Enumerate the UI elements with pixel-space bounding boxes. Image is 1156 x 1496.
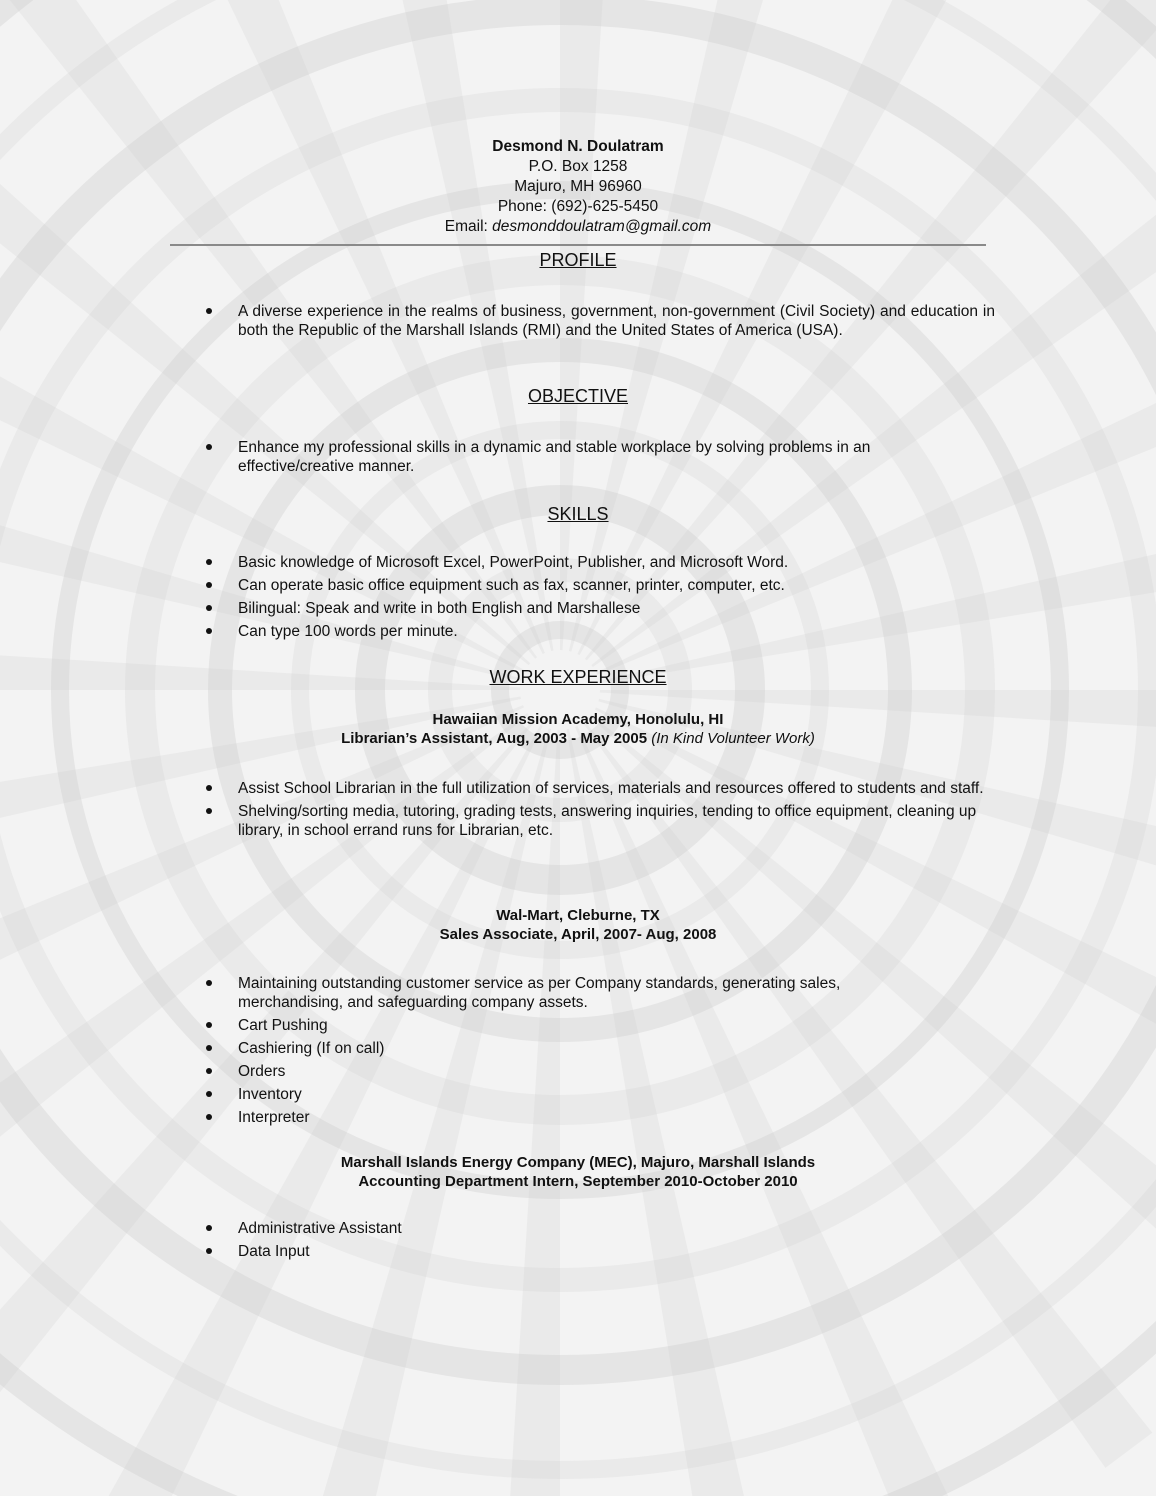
list-item: Interpreter: [205, 1108, 915, 1127]
skills-heading: SKILLS: [547, 504, 609, 524]
email-address[interactable]: desmonddoulatram@gmail.com: [492, 218, 712, 235]
address-line-1: P.O. Box 1258: [528, 158, 628, 175]
objective-list: [205, 438, 945, 476]
email-line: [0, 217, 1156, 237]
role: Librarian’s Assistant, Aug, 2003 - May 2005: [341, 730, 648, 747]
list-item: Can operate basic office equipment such as fax, scanner, printer, computer, etc.: [205, 576, 995, 595]
list-item: Orders: [205, 1062, 915, 1081]
job-1-duties: [205, 779, 990, 844]
email-label: Email:: [444, 218, 488, 235]
list-item: Cart Pushing: [205, 1016, 915, 1035]
applicant-name: Desmond N. Doulatram: [492, 138, 664, 155]
list-item: Enhance my professional skills in a dynamic and stable workplace by solving problems in an effective/creative manner.: [205, 438, 945, 476]
list-item: Bilingual: Speak and write in both English and Marshallese: [205, 599, 995, 618]
list-item: Maintaining outstanding customer service as per Company standards, generating sales, merchandising, and safeguarding company assets.: [205, 974, 915, 1012]
list-item: Cashiering (If on call): [205, 1039, 915, 1058]
work-experience-heading: WORK EXPERIENCE: [489, 667, 667, 687]
role: Sales Associate, April, 2007- Aug, 2008: [439, 926, 717, 943]
list-item: Administrative Assistant: [205, 1219, 995, 1238]
role: Accounting Department Intern, September 2010-October 2010: [358, 1173, 798, 1190]
job-header-3: [0, 1153, 1156, 1191]
address-line-2: Majuro, MH 96960: [514, 178, 642, 195]
list-item: Assist School Librarian in the full utilization of services, materials and resources offered to students and staff.: [205, 779, 990, 798]
skills-list: [205, 553, 995, 645]
list-item: A diverse experience in the realms of business, government, non-government (Civil Society) and education in both the Republic of the Marshall Islands (RMI) and the United States of America (USA).: [205, 302, 995, 340]
profile-heading: PROFILE: [539, 250, 617, 270]
list-item: Shelving/sorting media, tutoring, grading tests, answering inquiries, tending to office equipment, cleaning up library, in school errand runs for Librarian, etc.: [205, 802, 990, 840]
employer: Marshall Islands Energy Company (MEC), Majuro, Marshall Islands: [340, 1154, 816, 1171]
job-2-duties: [205, 974, 915, 1131]
phone-line: Phone: (692)-625-5450: [497, 198, 659, 215]
job-header-1: [0, 710, 1156, 748]
list-item: Data Input: [205, 1242, 995, 1261]
employer: Hawaiian Mission Academy, Honolulu, HI: [432, 711, 724, 728]
role-line: [0, 729, 1156, 748]
role-note: (In Kind Volunteer Work): [651, 730, 815, 747]
contact-header: [0, 137, 1156, 237]
list-item: Inventory: [205, 1085, 915, 1104]
job-header-2: [0, 906, 1156, 944]
objective-heading: OBJECTIVE: [527, 386, 629, 406]
header-divider: [170, 244, 986, 246]
job-3-duties: [205, 1219, 995, 1265]
list-item: Basic knowledge of Microsoft Excel, PowerPoint, Publisher, and Microsoft Word.: [205, 553, 995, 572]
employer: Wal-Mart, Cleburne, TX: [496, 907, 660, 924]
list-item: Can type 100 words per minute.: [205, 622, 995, 641]
profile-list: [205, 302, 995, 340]
